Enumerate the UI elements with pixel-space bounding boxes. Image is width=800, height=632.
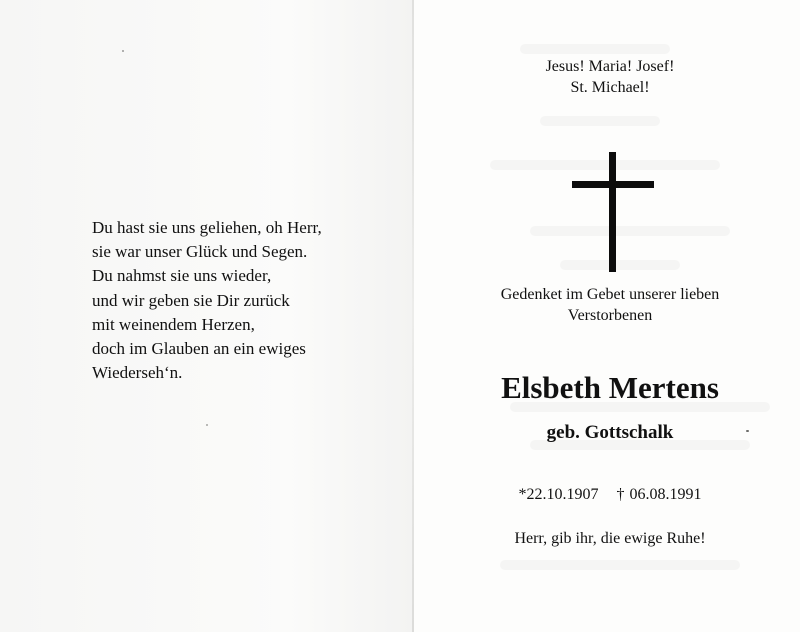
poem-line-6: doch im Glauben an ein ewiges bbox=[92, 339, 306, 359]
remembrance-text bbox=[420, 284, 800, 326]
paper-speck bbox=[746, 430, 749, 432]
cross-upright bbox=[609, 152, 616, 272]
invocation bbox=[420, 56, 800, 98]
cross-beam bbox=[572, 181, 654, 188]
death-date: † 06.08.1991 bbox=[616, 486, 702, 503]
deceased-name: Elsbeth Mertens bbox=[501, 370, 719, 405]
closing-prayer: Herr, gib ihr, die ewige Ruhe! bbox=[514, 530, 706, 547]
invocation-line-1: Jesus! Maria! Josef! bbox=[545, 58, 675, 75]
poem-line-2: sie war unser Glück und Segen. bbox=[92, 242, 308, 262]
poem-line-5: mit weinendem Herzen, bbox=[92, 314, 255, 334]
remembrance-line-1: Gedenket im Gebet unserer lieben bbox=[500, 286, 720, 303]
remembrance-line-2: Verstorbenen bbox=[567, 307, 653, 324]
memorial-poem bbox=[92, 216, 392, 385]
latin-cross-icon bbox=[572, 152, 654, 272]
birth-name: geb. Gottschalk bbox=[546, 422, 674, 443]
paper-speck bbox=[206, 424, 208, 426]
poem-line-4: und wir geben sie Dir zurück bbox=[92, 290, 290, 310]
invocation-line-2: St. Michael! bbox=[570, 79, 650, 96]
paper-speck bbox=[122, 50, 124, 52]
poem-line-1: Du hast sie uns geliehen, oh Herr, bbox=[92, 218, 322, 237]
poem-line-3: Du nahmst sie uns wieder, bbox=[92, 266, 272, 286]
birth-date: *22.10.1907 bbox=[518, 486, 599, 503]
life-dates bbox=[420, 484, 800, 505]
poem-line-7: Wiederseh‘n. bbox=[92, 363, 183, 383]
